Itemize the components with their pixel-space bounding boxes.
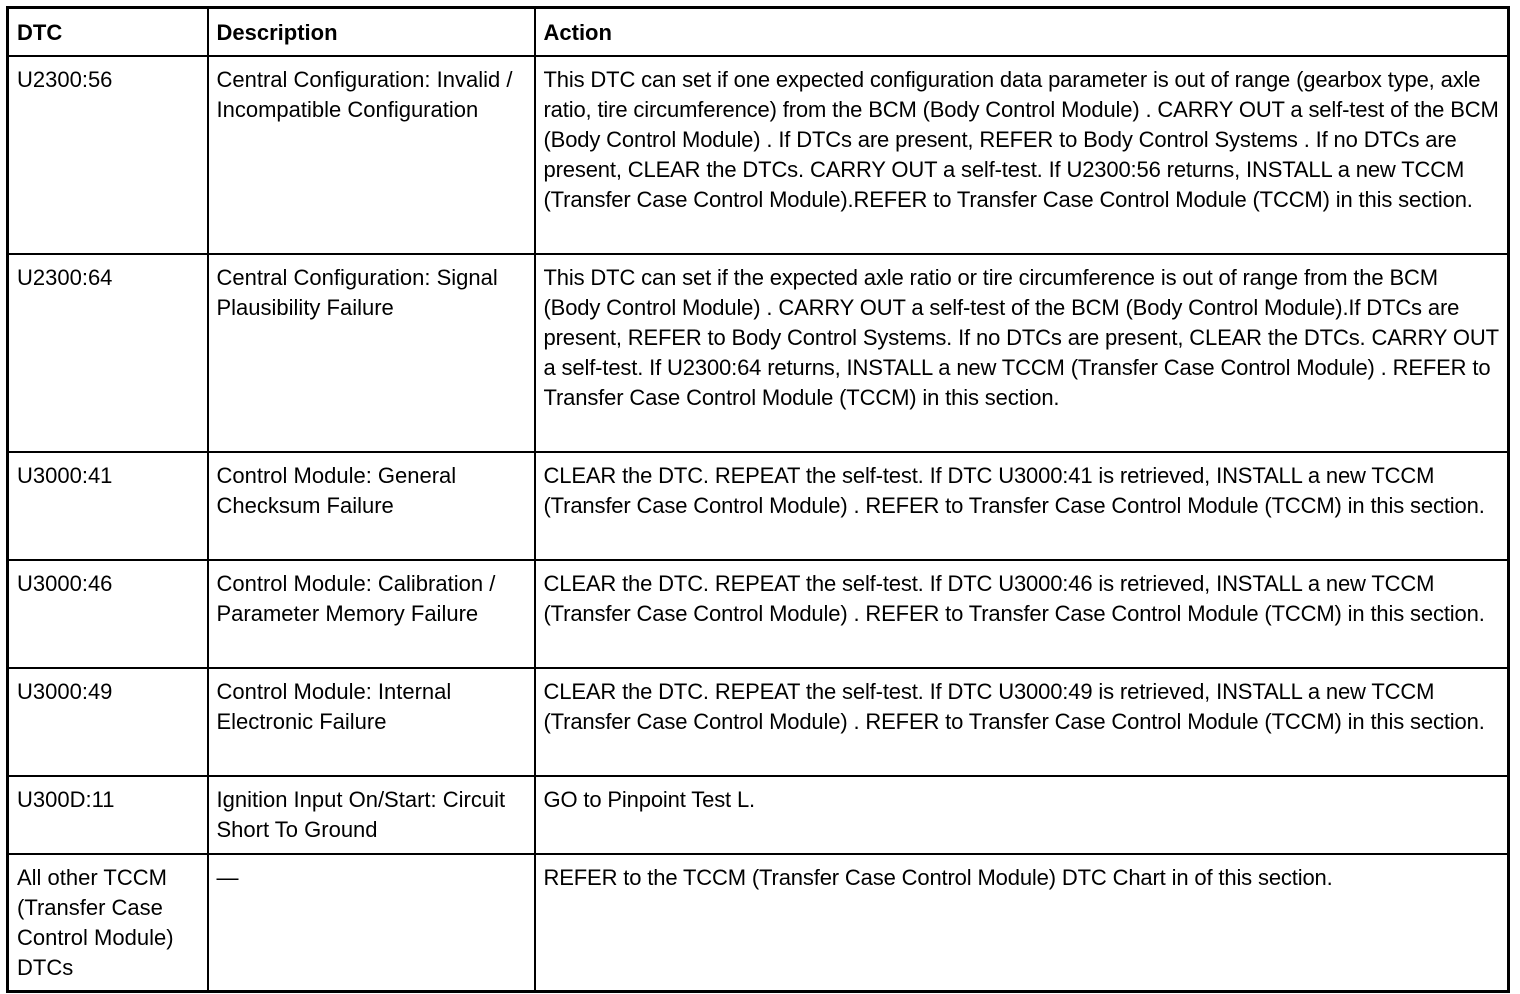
header-dtc: DTC: [8, 8, 208, 56]
table-row: [8, 776, 1509, 854]
cell-dtc: U3000:41: [8, 452, 208, 560]
cell-action: REFER to the TCCM (Transfer Case Control Module) DTC Chart in of this section.: [535, 854, 1509, 992]
cell-dtc: U2300:64: [8, 254, 208, 452]
cell-description: Control Module: General Checksum Failure: [208, 452, 535, 560]
cell-dtc: All other TCCM (Transfer Case Control Module) DTCs: [8, 854, 208, 992]
header-description: Description: [208, 8, 535, 56]
cell-action: CLEAR the DTC. REPEAT the self-test. If DTC U3000:49 is retrieved, INSTALL a new TCCM (Transfer Case Control Module) . REFER to Transfer Case Control Module (TCCM) in this section.: [535, 668, 1509, 776]
cell-description: Control Module: Calibration / Parameter Memory Failure: [208, 560, 535, 668]
cell-dtc: U300D:11: [8, 776, 208, 854]
table-row: [8, 56, 1509, 254]
cell-description: —: [208, 854, 535, 992]
cell-action: CLEAR the DTC. REPEAT the self-test. If DTC U3000:41 is retrieved, INSTALL a new TCCM (Transfer Case Control Module) . REFER to Transfer Case Control Module (TCCM) in this section.: [535, 452, 1509, 560]
cell-dtc: U3000:46: [8, 560, 208, 668]
cell-action: This DTC can set if the expected axle ratio or tire circumference is out of range from the BCM (Body Control Module) . CARRY OUT a self-test of the BCM (Body Control Module).If DTCs are present, REFER to Body Control Systems. If no DTCs are present, CLEAR the DTCs. CARRY OUT a self-test. If U2300:64 returns, INSTALL a new TCCM (Transfer Case Control Module) . REFER to Transfer Case Control Module (TCCM) in this section.: [535, 254, 1509, 452]
cell-description: Central Configuration: Signal Plausibility Failure: [208, 254, 535, 452]
cell-description: Ignition Input On/Start: Circuit Short To Ground: [208, 776, 535, 854]
table-row: [8, 668, 1509, 776]
table-row: [8, 560, 1509, 668]
table-row: [8, 452, 1509, 560]
table-header-row: [8, 8, 1509, 56]
cell-action: This DTC can set if one expected configuration data parameter is out of range (gearbox type, axle ratio, tire circumference) from the BCM (Body Control Module) . CARRY OUT a self-test of the BCM (Body Control Module) . If DTCs are present, REFER to Body Control Systems . If no DTCs are present, CLEAR the DTCs. CARRY OUT a self-test. If U2300:56 returns, INSTALL a new TCCM (Transfer Case Control Module).REFER to Transfer Case Control Module (TCCM) in this section.: [535, 56, 1509, 254]
table-row: [8, 854, 1509, 992]
cell-description: Central Configuration: Invalid / Incompatible Configuration: [208, 56, 535, 254]
cell-action: CLEAR the DTC. REPEAT the self-test. If DTC U3000:46 is retrieved, INSTALL a new TCCM (Transfer Case Control Module) . REFER to Transfer Case Control Module (TCCM) in this section.: [535, 560, 1509, 668]
cell-dtc: U3000:49: [8, 668, 208, 776]
cell-dtc: U2300:56: [8, 56, 208, 254]
dtc-table: [6, 6, 1510, 993]
header-action: Action: [535, 8, 1509, 56]
cell-description: Control Module: Internal Electronic Failure: [208, 668, 535, 776]
cell-action: GO to Pinpoint Test L.: [535, 776, 1509, 854]
table-row: [8, 254, 1509, 452]
